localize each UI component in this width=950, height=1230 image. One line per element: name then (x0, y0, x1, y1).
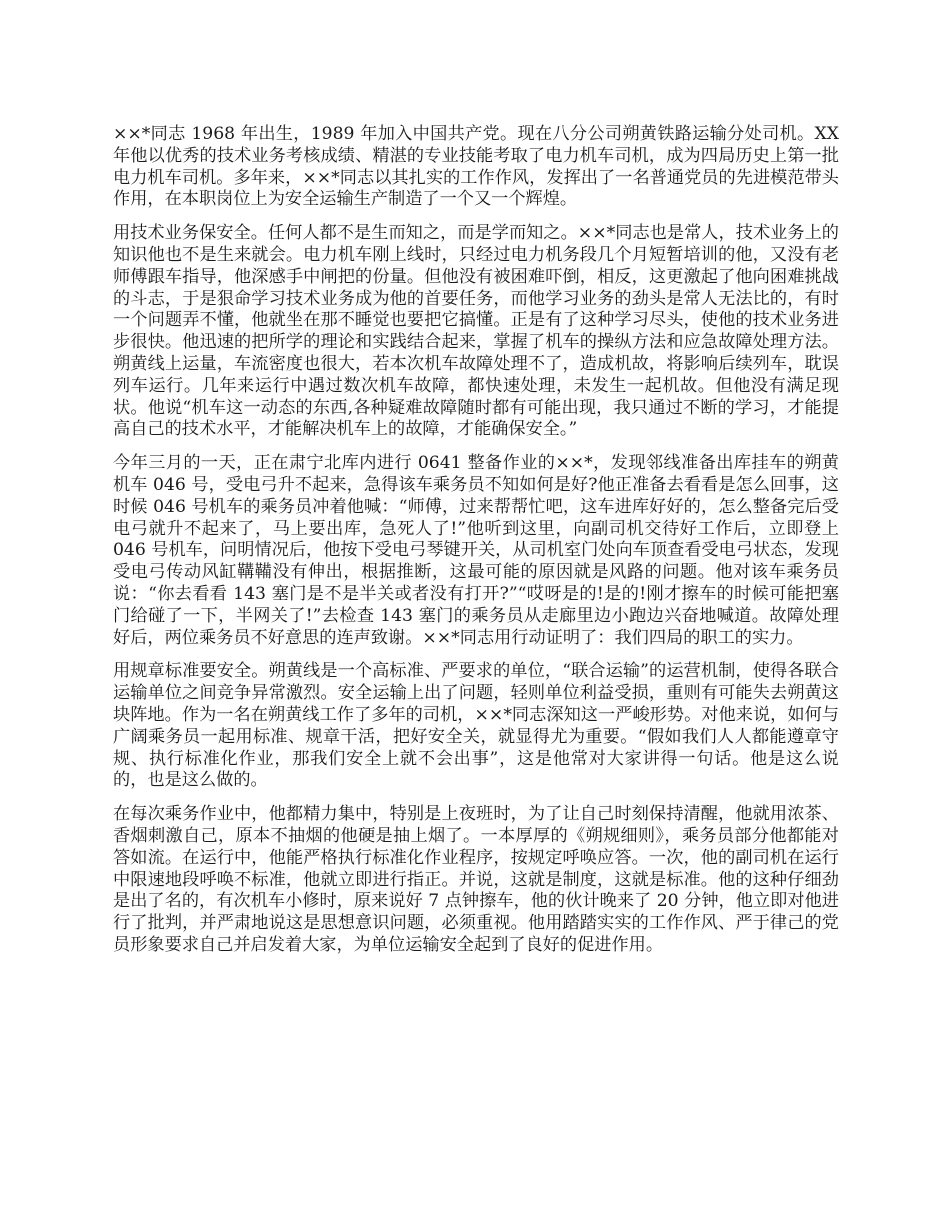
paragraph-rules-standards: 用规章标准要安全。朔黄线是一个高标准、严要求的单位，“联合运输”的运营机制，使得各联合运输单位之间竞争异常激烈。安全运输上出了问题，轻则单位利益受损，重则有可能失去朔黄这块阵地。作为一名在朔黄线工作了多年的司机，××*同志深知这一严峻形势。对他来说，如何与广阔乘务员一起用标准、规章干活，把好安全关，就显得尤为重要。“假如我们人人都能遵章守规、执行标准化作业，那我们安全上就不会出事”，这是他常对大家讲得一句话。他是这么说的，也是这么做的。 (113, 661, 839, 791)
paragraph-daily-work: 在每次乘务作业中，他都精力集中，特别是上夜班时，为了让自己时刻保持清醒，他就用浓茶、香烟刺激自己，原本不抽烟的他硬是抽上烟了。一本厚厚的《朔规细则》，乘务员部分他都能对答如流。在运行中，他能严格执行标准化作业程序，按规定呼唤应答。一次，他的副司机在运行中限速地段呼唤不标准，他就立即进行指正。并说，这就是制度，这就是标准。他的这种仔细劲是出了名的，有次机车小修时，原来说好 7 点钟擦车，他的伙计晚来了 20 分钟，他立即对他进行了批判，并严肃地说这是思想意识问题，必须重视。他用踏踏实实的工作作风、严于律己的党员形象要求自己并启发着大家，为单位运输安全起到了良好的促进作用。 (113, 804, 839, 955)
paragraph-intro: ××*同志 1968 年出生，1989 年加入中国共产党。现在八分公司朔黄铁路运输分处司机。XX 年他以优秀的技术业务考核成绩、精湛的专业技能考取了电力机车司机，成为四局历史上第一批电力机车司机。多年来，××*同志以其扎实的工作作风，发挥出了一名普通党员的先进模范带头作用，在本职岗位上为安全运输生产制造了一个又一个辉煌。 (113, 124, 839, 210)
paragraph-fault-repair-story: 今年三月的一天，正在肃宁北库内进行 0641 整备作业的××*，发现邻线准备出库挂车的朔黄机车 046 号，受电弓升不起来，急得该车乘务员不知如何是好?他正准备去看看是怎么回事，这时候 046 号机车的乘务员冲着他喊：“师傅，过来帮帮忙吧，这车进库好好的，怎么整备完后受电弓就升不起来了，马上要出库，急死人了!”他听到这里，向副司机交待好工作后，立即登上 046 号机车，问明情况后，他按下受电弓琴键开关，从司机室门处向车顶查看受电弓状态，发现受电弓传动风缸鞲鞴没有伸出，根据推断，这最可能的原因就是风路的问题。他对该车乘务员说：“你去看看 143 塞门是不是半关或者没有打开?”“哎呀是的!是的!刚才擦车的时候可能把塞门给碰了一下，半网关了!”去检查 143 塞门的乘务员从走廊里边小跑边兴奋地喊道。故障处理好后，两位乘务员不好意思的连声致谢。××*同志用行动证明了：我们四局的职工的实力。 (113, 453, 839, 648)
paragraph-technical-skill: 用技术业务保安全。任何人都不是生而知之，而是学而知之。××*同志也是常人，技术业务上的知识他也不是生来就会。电力机车刚上线时，只经过电力机务段几个月短暂培训的他，又没有老师傅跟车指导，他深感手中闸把的份量。但他没有被困难吓倒，相反，这更激起了他向困难挑战的斗志，于是狠命学习技术业务成为他的首要任务，而他学习业务的劲头是常人无法比的，有时一个问题弄不懂，他就坐在那不睡觉也要把它搞懂。正是有了这种学习尽头，使他的技术业务进步很快。他迅速的把所学的理论和实践结合起来，掌握了机车的操纵方法和应急故障处理方法。朔黄线上运量，车流密度也很大，若本次机车故障处理不了，造成机故，将影响后续列车，耽误列车运行。几年来运行中遇过数次机车故障，都快速处理，未发生一起机故。但他没有满足现状。他说“机车这一动态的东西,各种疑难故障随时都有可能出现，我只通过不断的学习，才能提高自己的技术水平，才能解决机车上的故障，才能确保安全。” (113, 223, 839, 440)
document-body (113, 124, 839, 969)
